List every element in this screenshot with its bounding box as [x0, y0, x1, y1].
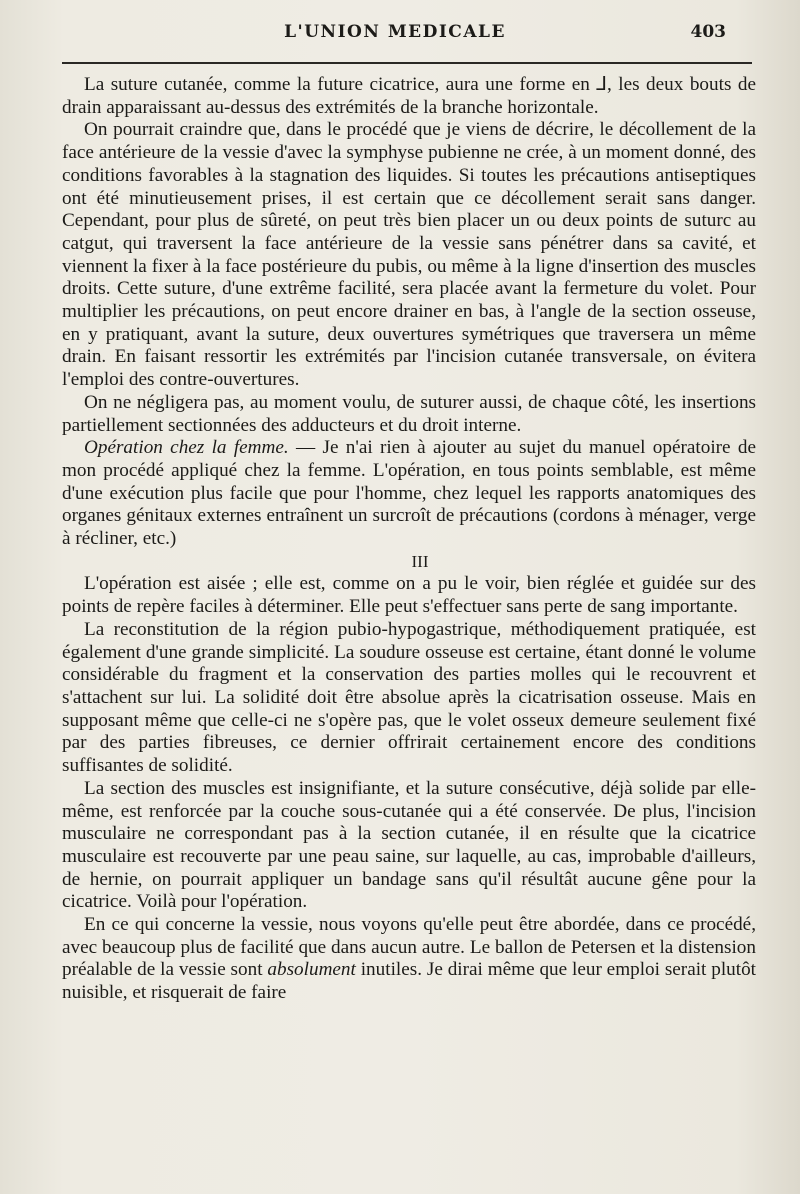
running-title: L'UNION MEDICALE [284, 22, 506, 42]
article-body [62, 74, 756, 1005]
paragraph: L'opération est aisée ; elle est, comme on a pu le voir, bien réglée et guidée sur des points de repère faciles à déterminer. Elle peut s'effectuer sans perte de sang importante. [62, 573, 756, 618]
section-heading: III [411, 551, 429, 571]
running-header [60, 22, 730, 46]
paragraph-operation-femme [62, 437, 756, 551]
paragraph-last [62, 914, 756, 1005]
paragraph: La reconstitution de la région pubio-hypogastrique, méthodiquement pratiquée, est également d'une grande simplicité. La soudure osseuse est certaine, étant donné le volume considérable du fragment et la conservation des parties molles qui le recouvrent et s'attachent sur lui. La solidité doit être absolue après la cicatrisation osseuse. Mais en supposant même que celle-ci ne s'opère pas, que le volet osseux demeure seulement fixé par des parties fibreuses, ce dernier offrirait certainement encore des conditions suffisantes de solidité. [62, 618, 756, 777]
header-rule [62, 62, 752, 64]
paragraph: On pourrait craindre que, dans le procédé que je viens de décrire, le décollement de la face antérieure de la vessie d'avec la symphyse pubienne ne crée, à un moment donné, des conditions favorables à la stagnation des liquides. Si toutes les précautions antiseptiques ont été minutieusement prises, il est certain que ce décollement serait sans danger. Cependant, pour plus de sûreté, on peut très bien placer un ou deux points de suturc au catgut, qui traversent la face antérieure de la vessie sans pénétrer dans sa cavité, et viennent la fixer à la face postérieure du pubis, ou même à la ligne d'insertion des muscles droits. Cette suture, d'une extrême facilité, sera placée avant la fermeture du volet. Pour multiplier les précautions, on peut encore drainer en bas, à l'angle de la section osseuse, en y pratiquant, avant la suture, deux ouvertures symétriques que traversera un même drain. En faisant ressortir les extrémités par l'incision cutanée transversale, on évitera l'emploi des contre-ouvertures. [62, 119, 756, 391]
emphasis-absolument: absolument [267, 959, 356, 981]
paragraph: On ne négligera pas, au moment voulu, de suturer aussi, de chaque côté, les insertions partiellement sectionnées des adducteurs et du droit interne. [62, 391, 756, 436]
last-paragraph-end: inutiles. Je dirai même que leur emploi serait plutôt nuisible, et risquerait de faire [62, 959, 756, 1004]
operation-femme-text: — Je n'ai rien à ajouter au sujet du manuel opératoire de mon procédé appliqué chez la femme. L'opération, en tous points semblable, est même d'une exécution plus facile que pour l'homme, chez lequel les rapports anatomiques des organes génitaux externes entraînent un surcroît de précautions (cordons à ménager, verge à récliner, etc.) [62, 437, 756, 550]
paragraph: La suture cutanée, comme la future cicatrice, aura une forme en ⅃, les deux bouts de drain apparaissant au-dessus des extrémités de la branche horizontale. [62, 74, 756, 118]
last-paragraph-start: En ce qui concerne la vessie, nous voyons qu'elle peut être abordée, dans ce procédé, avec beaucoup plus de facilité que dans aucun autre. Le ballon de Petersen et la distension préalable de la vessie sont [62, 914, 756, 981]
operation-femme-title: Opération chez la femme. [84, 437, 289, 459]
page-number: 403 [690, 22, 726, 42]
paragraph: La section des muscles est insignifiante, et la suture consécutive, déjà solide par elle-même, est renforcée par la couche sous-cutanée qui a été conservée. De plus, l'incision musculaire ne correspondant pas à la section cutanée, il en résulte que la cicatrice musculaire est recouverte par une peau saine, sur laquelle, au cas, improbable d'ailleurs, de hernie, on pourrait appliquer un bandage sans qu'il résultât aucune gêne pour la cicatrice. Voilà pour l'opération. [62, 777, 756, 913]
